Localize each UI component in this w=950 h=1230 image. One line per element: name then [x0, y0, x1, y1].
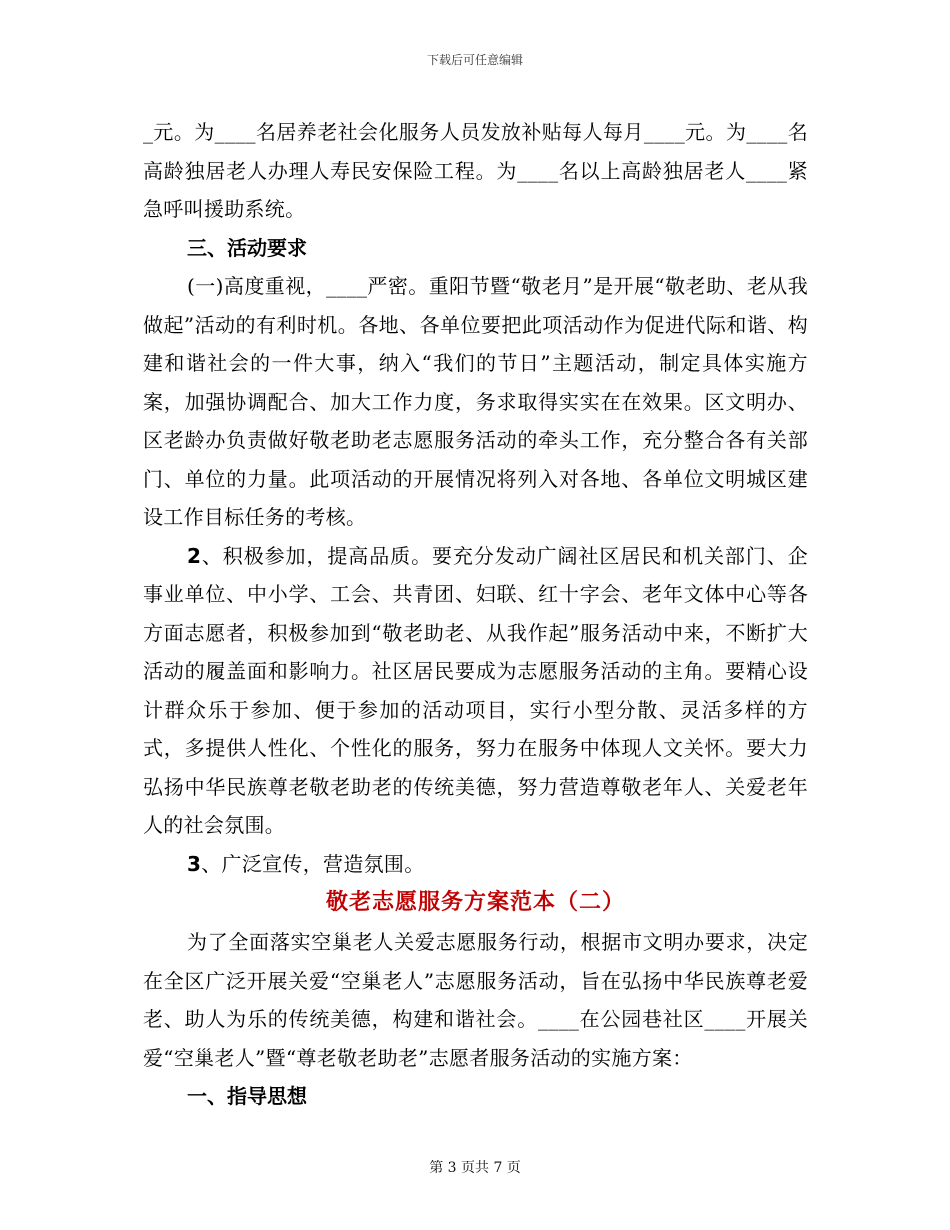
item-number: 2 [187, 543, 202, 568]
paragraph-requirement-1: (一)高度重视，____严密。重阳节暨“敬老月”是开展“敬老助、老从我做起”活动的有利时机。各地、各单位要把此项活动作为促进代际和谐、构建和谐社会的一件大事，纳入“我们的节日”主题活动，制定具体实施方案，加强协调配合、加大工作力度，务求取得实实在在效果。区文明办、区老龄办负责做好敬老助老志愿服务活动的牵头工作，充分整合各有关部门、单位的力量。此项活动的开展情况将列入对各地、各单位文明城区建设工作目标任务的考核。 [143, 274, 808, 529]
paragraph-intro: 为了全面落实空巢老人关爱志愿服务行动，根据市文明办要求，决定在全区广泛开展关爱“空巢老人”志愿服务活动，旨在弘扬中华民族尊老爱老、助人为乐的传统美德，构建和谐社会。____在公园巷社区____开展关爱“空巢老人”暨“尊老敬老助老”志愿者服务活动的实施方案： [143, 930, 808, 1070]
section-heading-activity-requirements: 三、活动要求 [187, 235, 307, 260]
page-header: 下载后可任意编辑 [426, 53, 523, 67]
item-text: 、广泛宣传，营造氛围。 [201, 851, 425, 876]
paragraph-requirement-3 [143, 845, 808, 884]
document-body [143, 113, 808, 1116]
item-text: 、积极参加，提高品质。要充分发动广阔社区居民和机关部门、企事业单位、中小学、工会、共青团、妇联、红十字会、老年文体中心等各方面志愿者，积极参加到“敬老助老、从我作起”服务活动中来，不断扩大活动的履盖面和影响力。社区居民要成为志愿服务活动的主角。要精心设计群众乐于参加、便于参加的活动项目，实行小型分散、灵活多样的方式，多提供人性化、个性化的服务，努力在服务中体现人文关怀。要大力弘扬中华民族尊老敬老助老的传统美德，努力营造尊敬老年人、关爱老年人的社会氛围。 [143, 543, 808, 837]
section-heading-guiding-ideology: 一、指导思想 [187, 1084, 307, 1108]
document-title-part-2: 敬老志愿服务方案范本（二） [325, 890, 625, 915]
paragraph-continuation: _元。为____名居养老社会化服务人员发放补贴每人每月____元。为____名高龄独居老人办理人寿民安保险工程。为____名以上高龄独居老人____紧急呼叫援助系统。 [143, 120, 808, 221]
item-number: 3 [187, 851, 202, 876]
paragraph-requirement-2 [143, 537, 808, 845]
page-footer: 第 3 页共 7 页 [429, 1160, 521, 1176]
